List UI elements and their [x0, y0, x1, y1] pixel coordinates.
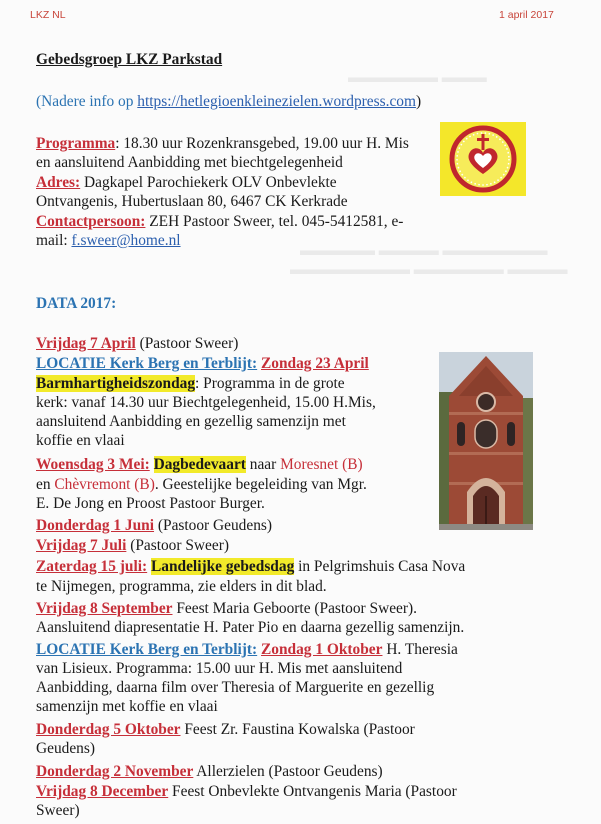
programma-line1: Programma: 18.30 uur Rozenkransgebed, 19.00 uur H. Mis	[36, 135, 409, 152]
event-text-line: aansluitend Aanbidding en gezellig samenzijn met	[36, 413, 346, 430]
page-title: Gebedsgroep LKZ Parkstad	[36, 51, 223, 68]
show-through-text: ▬▬▬▬▬▬▬▬ ▬▬▬▬▬▬ ▬▬▬▬	[290, 262, 568, 278]
location-label: LOCATIE Kerk Berg en Terblijt:	[36, 641, 258, 658]
highlight-dagbedevaart: Dagbedevaart	[153, 456, 246, 473]
event-zondag-23-april: LOCATIE Kerk Berg en Terblijt: Zondag 23 April	[36, 355, 369, 372]
contact-line1: Contactpersoon: ZEH Pastoor Sweer, tel. 045-5412581, e-	[36, 213, 404, 230]
adres-line1: Adres: Dagkapel Parochiekerk OLV Onbevlekte	[36, 174, 337, 191]
website-link[interactable]: https://hetlegioenkleinezielen.wordpress.com	[137, 93, 416, 110]
event-text-line: samenzijn met koffie en vlaai	[36, 698, 218, 715]
event-text-line: Aanbidding, daarna film over Theresia of Marguerite en gezellig	[36, 679, 435, 696]
sacred-heart-logo	[440, 122, 526, 196]
programma-label: Programma	[36, 135, 116, 152]
event-woensdag-3-mei-line2: en Chèvremont (B). Geestelijke begeleiding van Mgr.	[36, 476, 367, 493]
event-zaterdag-15-juli: Zaterdag 15 juli: Landelijke gebedsdag in Pelgrimshuis Casa Nova	[36, 558, 466, 575]
doc-header-date: 1 april 2017	[499, 9, 554, 21]
event-text-line: van Lisieux. Programma: 15.00 uur H. Mis met aansluitend	[36, 660, 403, 677]
event-donderdag-1-juni: Donderdag 1 Juni (Pastoor Geudens)	[36, 517, 273, 534]
church-facade-photo	[439, 352, 533, 530]
event-zondag-23-april-line2: Barmhartigheidszondag: Programma in de grote	[36, 375, 345, 392]
event-zondag-1-oktober: LOCATIE Kerk Berg en Terblijt: Zondag 1 Oktober H. Theresia	[36, 641, 458, 658]
heart-icon	[440, 122, 526, 196]
doc-header-left: LKZ NL	[30, 9, 66, 21]
event-vrijdag-7-april: Vrijdag 7 April (Pastoor Sweer)	[36, 335, 239, 352]
event-donderdag-2-november: Donderdag 2 November Allerzielen (Pastoor Geudens)	[36, 763, 383, 780]
email-link[interactable]: f.sweer@home.nl	[71, 232, 181, 249]
adres-line2: Ontvangenis, Hubertuslaan 80, 6467 CK Kerkrade	[36, 193, 348, 210]
event-text-line: koffie en vlaai	[36, 432, 125, 449]
data-heading: DATA 2017:	[36, 295, 117, 312]
show-through-text: ▬▬▬▬▬ ▬▬▬▬ ▬▬▬▬▬▬▬	[300, 243, 548, 259]
contact-label: Contactpersoon:	[36, 213, 146, 230]
event-text-line: Geudens)	[36, 740, 95, 757]
event-text-line: te Nijmegen, programma, zie elders in dit blad.	[36, 578, 327, 595]
show-through-text: ▬▬▬▬▬▬ ▬▬▬	[348, 70, 487, 86]
location-label: LOCATIE Kerk Berg en Terblijt:	[36, 355, 258, 372]
event-text-line: E. De Jong en Proost Pastoor Burger.	[36, 495, 265, 512]
event-text-line: Sweer)	[36, 802, 80, 819]
contact-line2: mail: f.sweer@home.nl	[36, 232, 181, 249]
info-line: (Nadere info op https://hetlegioenkleinezielen.wordpress.com)	[36, 93, 422, 110]
highlight-landelijke-gebedsdag: Landelijke gebedsdag	[151, 558, 295, 575]
event-vrijdag-8-september: Vrijdag 8 September Feest Maria Geboorte (Pastoor Sweer).	[36, 600, 417, 617]
adres-label: Adres:	[36, 174, 81, 191]
event-vrijdag-8-december: Vrijdag 8 December Feest Onbevlekte Ontvangenis Maria (Pastoor	[36, 783, 457, 800]
event-text-line: kerk: vanaf 14.30 uur Biechtgelegenheid, 15.00 H.Mis,	[36, 394, 376, 411]
highlight-barmhartigheidszondag: Barmhartigheidszondag	[36, 375, 196, 392]
event-vrijdag-7-juli: Vrijdag 7 Juli (Pastoor Sweer)	[36, 537, 229, 554]
programma-line2: en aansluitend Aanbidding met biechtgelegenheid	[36, 154, 343, 171]
event-text-line: Aansluitend diapresentatie H. Pater Pio en daarna gezellig samenzijn.	[36, 619, 465, 636]
event-donderdag-5-oktober: Donderdag 5 Oktober Feest Zr. Faustina Kowalska (Pastoor	[36, 721, 415, 738]
event-woensdag-3-mei: Woensdag 3 Mei: Dagbedevaart naar Moresnet (B)	[36, 456, 363, 473]
